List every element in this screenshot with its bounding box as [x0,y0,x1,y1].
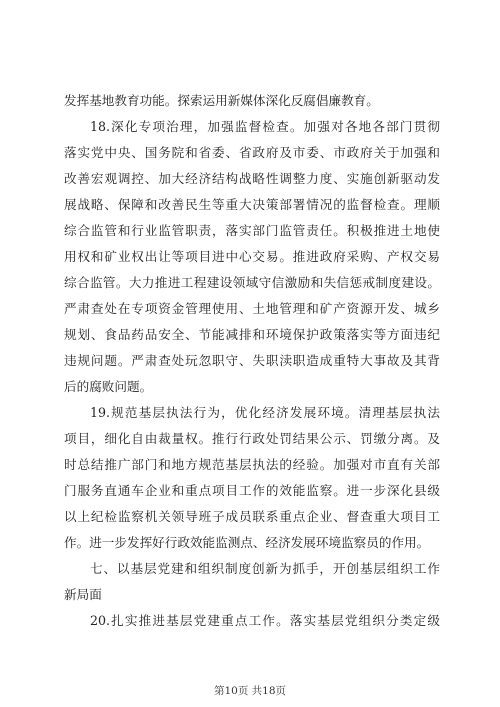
document-body [64,88,440,634]
paragraph-line: 违规问题。严肃查处玩忽职守、失职渎职造成重特大事故及其背 [64,353,440,368]
paragraph-line: 以上纪检监察机关领导班子成员联系重点企业、督查重大项目工 [64,509,440,524]
paragraph-line: 用权和矿业权出让等项目进中心交易。推进政府采购、产权交易 [64,249,440,264]
paragraph-line: 门服务直通车企业和重点项目工作的效能监察。进一步深化县级 [64,483,440,498]
paragraph-line: 严肃查处在专项资金管理使用、土地管理和矿产资源开发、城乡 [64,301,440,316]
paragraph-line: 规划、食品药品安全、节能减排和环境保护政策落实等方面违纪 [64,327,440,342]
paragraph-line: 作。进一步发挥好行政效能监测点、经济发展环境监察员的作用。 [64,535,430,550]
paragraph-line: 19.规范基层执法行为，优化经济发展环境。清理基层执法 [90,405,440,420]
paragraph-line: 项目，细化自由裁量权。推行行政处罚结果公示、罚缴分离。及 [64,431,440,446]
paragraph-line: 发挥基地教育功能。探索运用新媒体深化反腐倡廉教育。 [64,93,379,108]
page-number-footer: 第10页 共18页 [213,685,287,697]
paragraph-line: 20.扎实推进基层党建重点工作。落实基层党组织分类定级 [90,613,440,628]
paragraph-line: 展战略、保障和改善民生等重大决策部署情况的监督检查。理顺 [64,197,440,212]
paragraph-line: 落实党中央、国务院和省委、省政府及市委、市政府关于加强和 [64,145,440,160]
paragraph-line: 后的腐败问题。 [64,379,153,394]
paragraph-line: 综合监管。大力推进工程建设领域守信激励和失信惩戒制度建设。 [64,275,440,290]
paragraph-line: 综合监管和行业监管职责，落实部门监管责任。积极推进土地使 [64,223,440,238]
paragraph-line: 改善宏观调控、加大经济结构战略性调整力度、实施创新驱动发 [64,171,440,186]
paragraph-line: 时总结推广部门和地方规范基层执法的经验。加强对市直有关部 [64,457,440,472]
section-heading-line: 新局面 [64,587,102,602]
paragraph-line: 18.深化专项治理，加强监督检查。加强对各地各部门贯彻 [90,119,440,134]
section-heading-line: 七、以基层党建和组织制度创新为抓手，开创基层组织工作 [90,561,440,576]
